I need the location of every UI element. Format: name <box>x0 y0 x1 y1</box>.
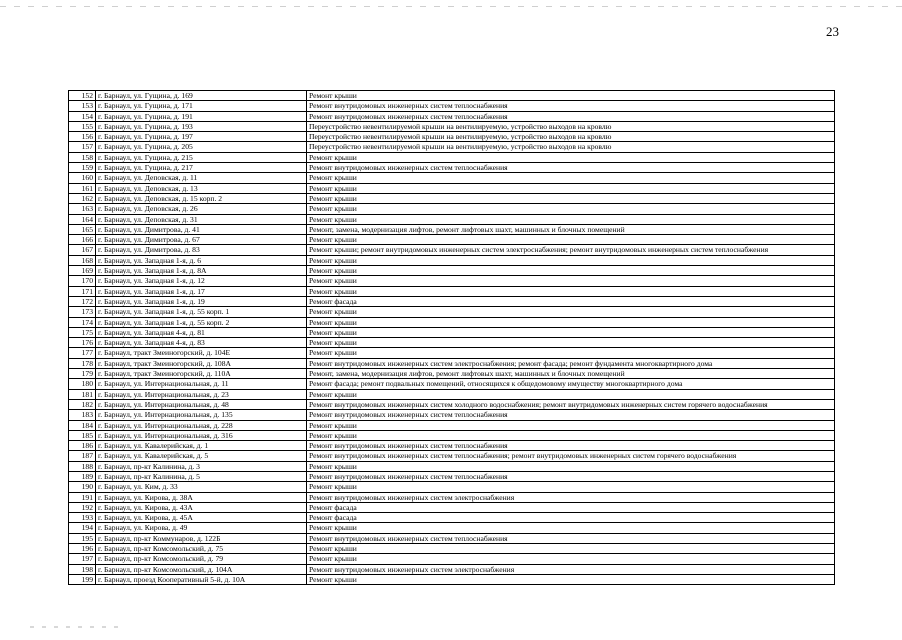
row-address: г. Барнаул, ул. Интернациональная, д. 316 <box>96 430 307 440</box>
row-address: г. Барнаул, ул. Гущина, д. 169 <box>96 91 307 101</box>
table-row <box>69 523 835 533</box>
row-address: г. Барнаул, ул. Гущина, д. 205 <box>96 142 307 152</box>
table-row <box>69 441 835 451</box>
row-number: 179 <box>69 369 96 379</box>
row-address: г. Барнаул, ул. Западная 1-я, д. 55 корп. 1 <box>96 307 307 317</box>
table-row <box>69 358 835 368</box>
row-work: Ремонт, замена, модернизация лифтов, ремонт лифтовых шахт, машинных и блочных помещений <box>307 224 835 234</box>
row-address: г. Барнаул, ул. Западная 4-я, д. 83 <box>96 338 307 348</box>
table-row <box>69 461 835 471</box>
row-work: Ремонт крыши <box>307 204 835 214</box>
row-address: г. Барнаул, ул. Гущина, д. 171 <box>96 101 307 111</box>
row-address: г. Барнаул, тракт Змеиногорский, д. 108А <box>96 358 307 368</box>
row-work: Ремонт внутридомовых инженерных систем теплоснабжения <box>307 163 835 173</box>
table-row <box>69 451 835 461</box>
row-number: 159 <box>69 163 96 173</box>
row-number: 166 <box>69 235 96 245</box>
table-row <box>69 430 835 440</box>
row-number: 158 <box>69 152 96 162</box>
row-address: г. Барнаул, ул. Димитрова, д. 41 <box>96 224 307 234</box>
table-row <box>69 121 835 131</box>
row-work: Ремонт крыши <box>307 193 835 203</box>
row-work: Ремонт крыши <box>307 523 835 533</box>
row-address: г. Барнаул, ул. Интернациональная, д. 135 <box>96 410 307 420</box>
row-work: Ремонт внутридомовых инженерных систем теплоснабжения <box>307 441 835 451</box>
row-number: 183 <box>69 410 96 420</box>
row-work: Ремонт крыши <box>307 482 835 492</box>
row-work: Ремонт внутридомовых инженерных систем теплоснабжения; ремонт внутридомовых инженерных систем горячего водоснабжения <box>307 451 835 461</box>
row-address: г. Барнаул, ул. Западная 1-я, д. 55 корп. 2 <box>96 317 307 327</box>
scan-artifact-line <box>0 6 902 7</box>
table-row <box>69 307 835 317</box>
row-address: г. Барнаул, ул. Интернациональная, д. 48 <box>96 399 307 409</box>
row-number: 180 <box>69 379 96 389</box>
row-number: 174 <box>69 317 96 327</box>
row-address: г. Барнаул, тракт Змеиногорский, д. 110А <box>96 369 307 379</box>
row-work: Ремонт крыши <box>307 183 835 193</box>
row-number: 164 <box>69 214 96 224</box>
table-row <box>69 564 835 574</box>
row-number: 156 <box>69 132 96 142</box>
row-number: 160 <box>69 173 96 183</box>
row-address: г. Барнаул, ул. Деповская, д. 13 <box>96 183 307 193</box>
row-number: 182 <box>69 399 96 409</box>
row-number: 186 <box>69 441 96 451</box>
table-row <box>69 389 835 399</box>
row-work: Ремонт крыши <box>307 348 835 358</box>
row-work: Ремонт крыши <box>307 307 835 317</box>
table-row <box>69 420 835 430</box>
row-work: Ремонт внутридомовых инженерных систем электроснабжения <box>307 564 835 574</box>
row-work: Ремонт крыши <box>307 430 835 440</box>
table-row <box>69 410 835 420</box>
table-row <box>69 142 835 152</box>
row-number: 192 <box>69 502 96 512</box>
row-address: г. Барнаул, ул. Гущина, д. 193 <box>96 121 307 131</box>
row-number: 191 <box>69 492 96 502</box>
row-number: 181 <box>69 389 96 399</box>
row-address: г. Барнаул, ул. Гущина, д. 215 <box>96 152 307 162</box>
row-address: г. Барнаул, ул. Западная 1-я, д. 19 <box>96 296 307 306</box>
row-address: г. Барнаул, ул. Кирова, д. 43А <box>96 502 307 512</box>
row-work: Ремонт крыши <box>307 544 835 554</box>
row-number: 169 <box>69 266 96 276</box>
row-work: Ремонт крыши <box>307 173 835 183</box>
row-number: 190 <box>69 482 96 492</box>
row-number: 188 <box>69 461 96 471</box>
row-address: г. Барнаул, ул. Кирова, д. 38А <box>96 492 307 502</box>
table-row <box>69 132 835 142</box>
table-row <box>69 554 835 564</box>
row-work: Ремонт внутридомовых инженерных систем теплоснабжения <box>307 111 835 121</box>
row-work: Ремонт крыши <box>307 235 835 245</box>
table-row <box>69 255 835 265</box>
row-work: Переустройство невентилируемой крыши на вентилируемую, устройство выходов на кровлю <box>307 132 835 142</box>
row-address: г. Барнаул, ул. Гущина, д. 191 <box>96 111 307 121</box>
row-address: г. Барнаул, пр-кт Комсомольский, д. 79 <box>96 554 307 564</box>
row-work: Ремонт крыши <box>307 338 835 348</box>
row-address: г. Барнаул, ул. Интернациональная, д. 228 <box>96 420 307 430</box>
table-row <box>69 245 835 255</box>
row-address: г. Барнаул, ул. Димитрова, д. 83 <box>96 245 307 255</box>
row-number: 170 <box>69 276 96 286</box>
row-work: Ремонт внутридомовых инженерных систем теплоснабжения <box>307 471 835 481</box>
row-number: 155 <box>69 121 96 131</box>
row-number: 161 <box>69 183 96 193</box>
row-address: г. Барнаул, пр-кт Калинина, д. 5 <box>96 471 307 481</box>
row-number: 196 <box>69 544 96 554</box>
row-number: 168 <box>69 255 96 265</box>
table-row <box>69 286 835 296</box>
row-number: 157 <box>69 142 96 152</box>
table-row <box>69 471 835 481</box>
row-work: Ремонт, замена, модернизация лифтов, ремонт лифтовых шахт, машинных и блочных помещений <box>307 369 835 379</box>
table-row <box>69 369 835 379</box>
row-work: Ремонт внутридомовых инженерных систем теплоснабжения <box>307 533 835 543</box>
row-number: 173 <box>69 307 96 317</box>
row-address: г. Барнаул, ул. Западная 4-я, д. 81 <box>96 327 307 337</box>
row-number: 184 <box>69 420 96 430</box>
row-address: г. Барнаул, ул. Кирова, д. 45А <box>96 513 307 523</box>
row-address: г. Барнаул, ул. Западная 1-я, д. 17 <box>96 286 307 296</box>
table-row <box>69 183 835 193</box>
table-row <box>69 152 835 162</box>
row-work: Ремонт крыши <box>307 389 835 399</box>
row-address: г. Барнаул, ул. Западная 1-я, д. 12 <box>96 276 307 286</box>
table-row <box>69 348 835 358</box>
table-row <box>69 513 835 523</box>
repair-table <box>68 90 835 585</box>
row-work: Ремонт фасада; ремонт подвальных помещений, относящихся к общедомовому имуществу многоквартирного дома <box>307 379 835 389</box>
table-row <box>69 163 835 173</box>
row-work: Ремонт фасада <box>307 502 835 512</box>
row-work: Ремонт крыши <box>307 317 835 327</box>
row-address: г. Барнаул, ул. Западная 1-я, д. 8А <box>96 266 307 276</box>
row-address: г. Барнаул, ул. Деповская, д. 11 <box>96 173 307 183</box>
table-row <box>69 338 835 348</box>
table-row <box>69 317 835 327</box>
table-row <box>69 193 835 203</box>
row-number: 197 <box>69 554 96 564</box>
table-row <box>69 327 835 337</box>
row-number: 152 <box>69 91 96 101</box>
row-number: 165 <box>69 224 96 234</box>
row-work: Ремонт фасада <box>307 296 835 306</box>
row-address: г. Барнаул, ул. Ким, д. 33 <box>96 482 307 492</box>
table-row <box>69 492 835 502</box>
row-number: 189 <box>69 471 96 481</box>
table-row <box>69 235 835 245</box>
row-work: Ремонт внутридомовых инженерных систем электроснабжения; ремонт фасада; ремонт фундамента многоквартирного дома <box>307 358 835 368</box>
table-row <box>69 111 835 121</box>
row-address: г. Барнаул, пр-кт Коммунаров, д. 122Б <box>96 533 307 543</box>
row-work: Ремонт крыши <box>307 266 835 276</box>
row-number: 167 <box>69 245 96 255</box>
row-number: 176 <box>69 338 96 348</box>
row-number: 199 <box>69 574 96 584</box>
row-number: 175 <box>69 327 96 337</box>
row-address: г. Барнаул, ул. Интернациональная, д. 11 <box>96 379 307 389</box>
row-work: Ремонт крыши <box>307 461 835 471</box>
table-row <box>69 379 835 389</box>
row-number: 162 <box>69 193 96 203</box>
row-work: Ремонт крыши <box>307 420 835 430</box>
table-row <box>69 266 835 276</box>
row-address: г. Барнаул, проезд Кооперативный 5-й, д. 10А <box>96 574 307 584</box>
table-row <box>69 91 835 101</box>
row-work: Ремонт крыши <box>307 574 835 584</box>
table-row <box>69 502 835 512</box>
row-number: 172 <box>69 296 96 306</box>
table-row <box>69 204 835 214</box>
table-row <box>69 399 835 409</box>
row-work: Ремонт фасада <box>307 513 835 523</box>
row-address: г. Барнаул, ул. Димитрова, д. 67 <box>96 235 307 245</box>
table-row <box>69 296 835 306</box>
row-work: Ремонт внутридомовых инженерных систем теплоснабжения <box>307 101 835 111</box>
row-work: Ремонт крыши <box>307 214 835 224</box>
table-row <box>69 224 835 234</box>
table-row <box>69 173 835 183</box>
row-number: 178 <box>69 358 96 368</box>
row-work: Переустройство невентилируемой крыши на вентилируемую, устройство выходов на кровлю <box>307 142 835 152</box>
table-row <box>69 574 835 584</box>
row-work: Ремонт внутридомовых инженерных систем электроснабжения <box>307 492 835 502</box>
row-work: Ремонт крыши <box>307 327 835 337</box>
row-number: 194 <box>69 523 96 533</box>
row-address: г. Барнаул, ул. Деповская, д. 15 корп. 2 <box>96 193 307 203</box>
page-number: 23 <box>826 24 839 39</box>
scan-artifact-footer <box>30 626 120 628</box>
row-address: г. Барнаул, пр-кт Комсомольский, д. 104А <box>96 564 307 574</box>
row-number: 193 <box>69 513 96 523</box>
row-address: г. Барнаул, ул. Западная 1-я, д. 6 <box>96 255 307 265</box>
row-work: Ремонт крыши <box>307 554 835 564</box>
row-work: Переустройство невентилируемой крыши на вентилируемую, устройство выходов на кровлю <box>307 121 835 131</box>
row-address: г. Барнаул, ул. Деповская, д. 26 <box>96 204 307 214</box>
table-row <box>69 276 835 286</box>
row-number: 154 <box>69 111 96 121</box>
table-row <box>69 482 835 492</box>
row-address: г. Барнаул, пр-кт Калинина, д. 3 <box>96 461 307 471</box>
row-address: г. Барнаул, ул. Интернациональная, д. 23 <box>96 389 307 399</box>
row-number: 187 <box>69 451 96 461</box>
row-address: г. Барнаул, пр-кт Комсомольский, д. 75 <box>96 544 307 554</box>
row-address: г. Барнаул, ул. Кавалерийская, д. 1 <box>96 441 307 451</box>
row-number: 185 <box>69 430 96 440</box>
row-address: г. Барнаул, тракт Змеиногорский, д. 104Е <box>96 348 307 358</box>
table-row <box>69 214 835 224</box>
row-work: Ремонт крыши; ремонт внутридомовых инженерных систем электроснабжения; ремонт внутридомовых инженерных систем теплоснабжения <box>307 245 835 255</box>
row-work: Ремонт крыши <box>307 276 835 286</box>
row-number: 153 <box>69 101 96 111</box>
row-address: г. Барнаул, ул. Кирова, д. 49 <box>96 523 307 533</box>
table-row <box>69 533 835 543</box>
table-body <box>69 91 835 585</box>
row-work: Ремонт крыши <box>307 255 835 265</box>
row-work: Ремонт внутридомовых инженерных систем холодного водоснабжения; ремонт внутридомовых инженерных систем горячего водоснабжения <box>307 399 835 409</box>
row-address: г. Барнаул, ул. Гущина, д. 217 <box>96 163 307 173</box>
table-row <box>69 544 835 554</box>
row-work: Ремонт крыши <box>307 286 835 296</box>
row-number: 171 <box>69 286 96 296</box>
row-work: Ремонт внутридомовых инженерных систем теплоснабжения <box>307 410 835 420</box>
row-number: 195 <box>69 533 96 543</box>
row-number: 177 <box>69 348 96 358</box>
row-work: Ремонт крыши <box>307 91 835 101</box>
row-work: Ремонт крыши <box>307 152 835 162</box>
table-row <box>69 101 835 111</box>
row-address: г. Барнаул, ул. Кавалерийская, д. 5 <box>96 451 307 461</box>
row-number: 163 <box>69 204 96 214</box>
row-address: г. Барнаул, ул. Гущина, д. 197 <box>96 132 307 142</box>
row-address: г. Барнаул, ул. Деповская, д. 31 <box>96 214 307 224</box>
row-number: 198 <box>69 564 96 574</box>
